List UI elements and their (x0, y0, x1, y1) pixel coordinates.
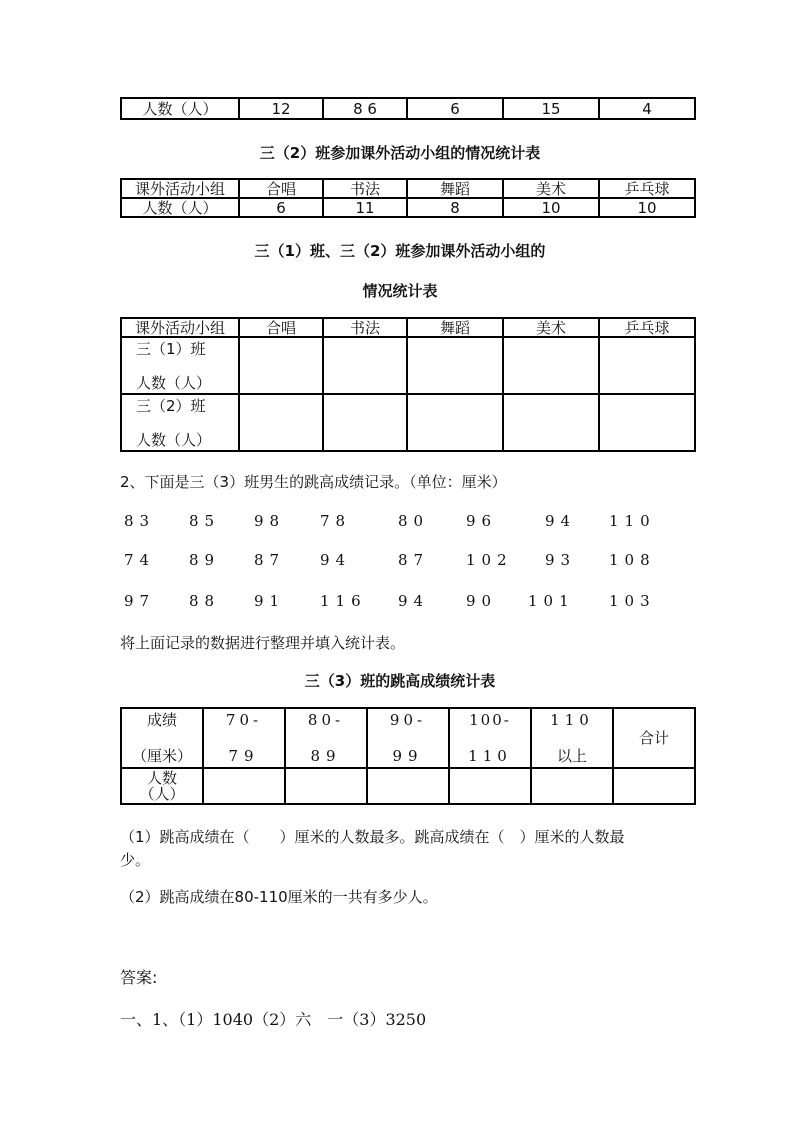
empty-cell[interactable] (407, 394, 503, 451)
range-bottom: 110 (468, 747, 512, 765)
data-value: 80 (398, 512, 430, 530)
empty-cell[interactable] (407, 337, 503, 394)
range-header (367, 708, 449, 768)
empty-cell[interactable] (239, 394, 323, 451)
cell-value: 4 (599, 98, 695, 119)
range-header (531, 708, 613, 768)
range-top: 90- (389, 711, 427, 729)
header-cell: 美术 (503, 318, 599, 337)
data-value: 88 (189, 592, 221, 610)
header-cell: 合唱 (239, 318, 323, 337)
data-value: 87 (398, 551, 430, 569)
cell-value: 6 (239, 198, 323, 217)
data-value: 110 (609, 512, 656, 530)
range-header (449, 708, 531, 768)
empty-cell[interactable] (203, 768, 285, 804)
empty-cell[interactable] (503, 394, 599, 451)
table2 (120, 178, 696, 218)
header-cell: 乒乓球 (599, 318, 695, 337)
row-label-top: 三（2）班 (136, 396, 206, 415)
table3-title-line1: 三（1）班、三（2）班参加课外活动小组的 (254, 242, 546, 260)
empty-cell[interactable] (239, 337, 323, 394)
range-top: 110 (550, 711, 594, 729)
cell-value: 12 (239, 98, 323, 119)
header-cell: 书法 (323, 179, 407, 198)
table4-title: 三（3）班的跳高成绩统计表 (304, 672, 496, 690)
question-2-intro: 2、下面是三（3）班男生的跳高成绩记录。（单位：厘米） (120, 473, 507, 491)
table3 (120, 317, 696, 452)
header-cell: 舞蹈 (407, 179, 503, 198)
empty-cell[interactable] (367, 768, 449, 804)
row-label-top: 人数 (146, 769, 177, 787)
range-top: 70- (225, 711, 263, 729)
data-value: 116 (320, 592, 367, 610)
row-label-bottom: 人数（人） (136, 430, 212, 449)
cell-value: 10 (599, 198, 695, 217)
row-label (121, 337, 239, 394)
data-value: 94 (398, 592, 430, 610)
data-value: 102 (466, 551, 513, 569)
data-value: 94 (320, 551, 352, 569)
header-label-top: 成绩 (146, 711, 177, 729)
range-header (285, 708, 367, 768)
table4 (120, 707, 696, 805)
empty-cell[interactable] (285, 768, 367, 804)
row-label-bottom: （人） (139, 785, 185, 803)
header-cell: 课外活动小组 (121, 179, 239, 198)
header-cell: 书法 (323, 318, 407, 337)
empty-cell[interactable] (323, 394, 407, 451)
answer-label: 答案: (120, 968, 158, 987)
sub-question-1-line2: 少。 (120, 851, 151, 869)
header-label-bottom: （厘米） (131, 747, 192, 765)
row-label-top: 三（1）班 (136, 339, 206, 358)
range-bottom: 79 (228, 747, 260, 765)
sub-question-2: （2）跳高成绩在80-110厘米的一共有多少人。 (120, 888, 438, 906)
row-label: 人数（人） (121, 198, 239, 217)
range-header (203, 708, 285, 768)
cell-value: 8 6 (323, 98, 407, 119)
question-2-instruction: 将上面记录的数据进行整理并填入统计表。 (120, 634, 406, 652)
header-cell (121, 708, 203, 768)
data-value: 87 (254, 551, 286, 569)
data-value: 103 (609, 592, 656, 610)
empty-cell[interactable] (613, 768, 695, 804)
data-value: 101 (528, 592, 575, 610)
empty-cell[interactable] (599, 337, 695, 394)
empty-cell[interactable] (449, 768, 531, 804)
data-value: 91 (254, 592, 286, 610)
header-cell: 课外活动小组 (121, 318, 239, 337)
cell-value: 8 (407, 198, 503, 217)
data-value: 78 (320, 512, 352, 530)
data-value: 98 (254, 512, 286, 530)
header-cell: 合唱 (239, 179, 323, 198)
data-value: 108 (609, 551, 656, 569)
total-header: 合计 (613, 708, 695, 768)
table2-title: 三（2）班参加课外活动小组的情况统计表 (259, 144, 541, 162)
sub-question-1-line1: （1）跳高成绩在（ ）厘米的人数最多。跳高成绩在（ ）厘米的人数最 (120, 828, 625, 846)
cell-value: 11 (323, 198, 407, 217)
header-cell: 美术 (503, 179, 599, 198)
empty-cell[interactable] (323, 337, 407, 394)
data-value: 74 (124, 551, 156, 569)
empty-cell[interactable] (503, 337, 599, 394)
data-value: 83 (124, 512, 156, 530)
table3-title-line2: 情况统计表 (362, 282, 438, 300)
data-value: 97 (124, 592, 156, 610)
data-value: 90 (466, 592, 498, 610)
data-value: 96 (466, 512, 498, 530)
data-value: 94 (545, 512, 577, 530)
cell-value: 6 (407, 98, 503, 119)
empty-cell[interactable] (531, 768, 613, 804)
range-bottom: 89 (310, 747, 342, 765)
range-bottom: 99 (392, 747, 424, 765)
row-label (121, 394, 239, 451)
range-bottom: 以上 (556, 747, 587, 765)
row-label: 人数（人） (121, 98, 239, 119)
data-value: 93 (545, 551, 577, 569)
range-top: 80- (307, 711, 345, 729)
header-cell: 乒乓球 (599, 179, 695, 198)
cell-value: 15 (503, 98, 599, 119)
row-label-bottom: 人数（人） (136, 373, 212, 392)
cell-value: 10 (503, 198, 599, 217)
answer-line: 一、1、（1）1040（2）六 一（3）3250 (120, 1010, 427, 1029)
data-value: 89 (189, 551, 221, 569)
empty-cell[interactable] (599, 394, 695, 451)
data-value: 85 (189, 512, 221, 530)
range-top: 100- (469, 711, 511, 729)
header-cell: 舞蹈 (407, 318, 503, 337)
row-label (121, 768, 203, 804)
table1-row (120, 97, 696, 120)
